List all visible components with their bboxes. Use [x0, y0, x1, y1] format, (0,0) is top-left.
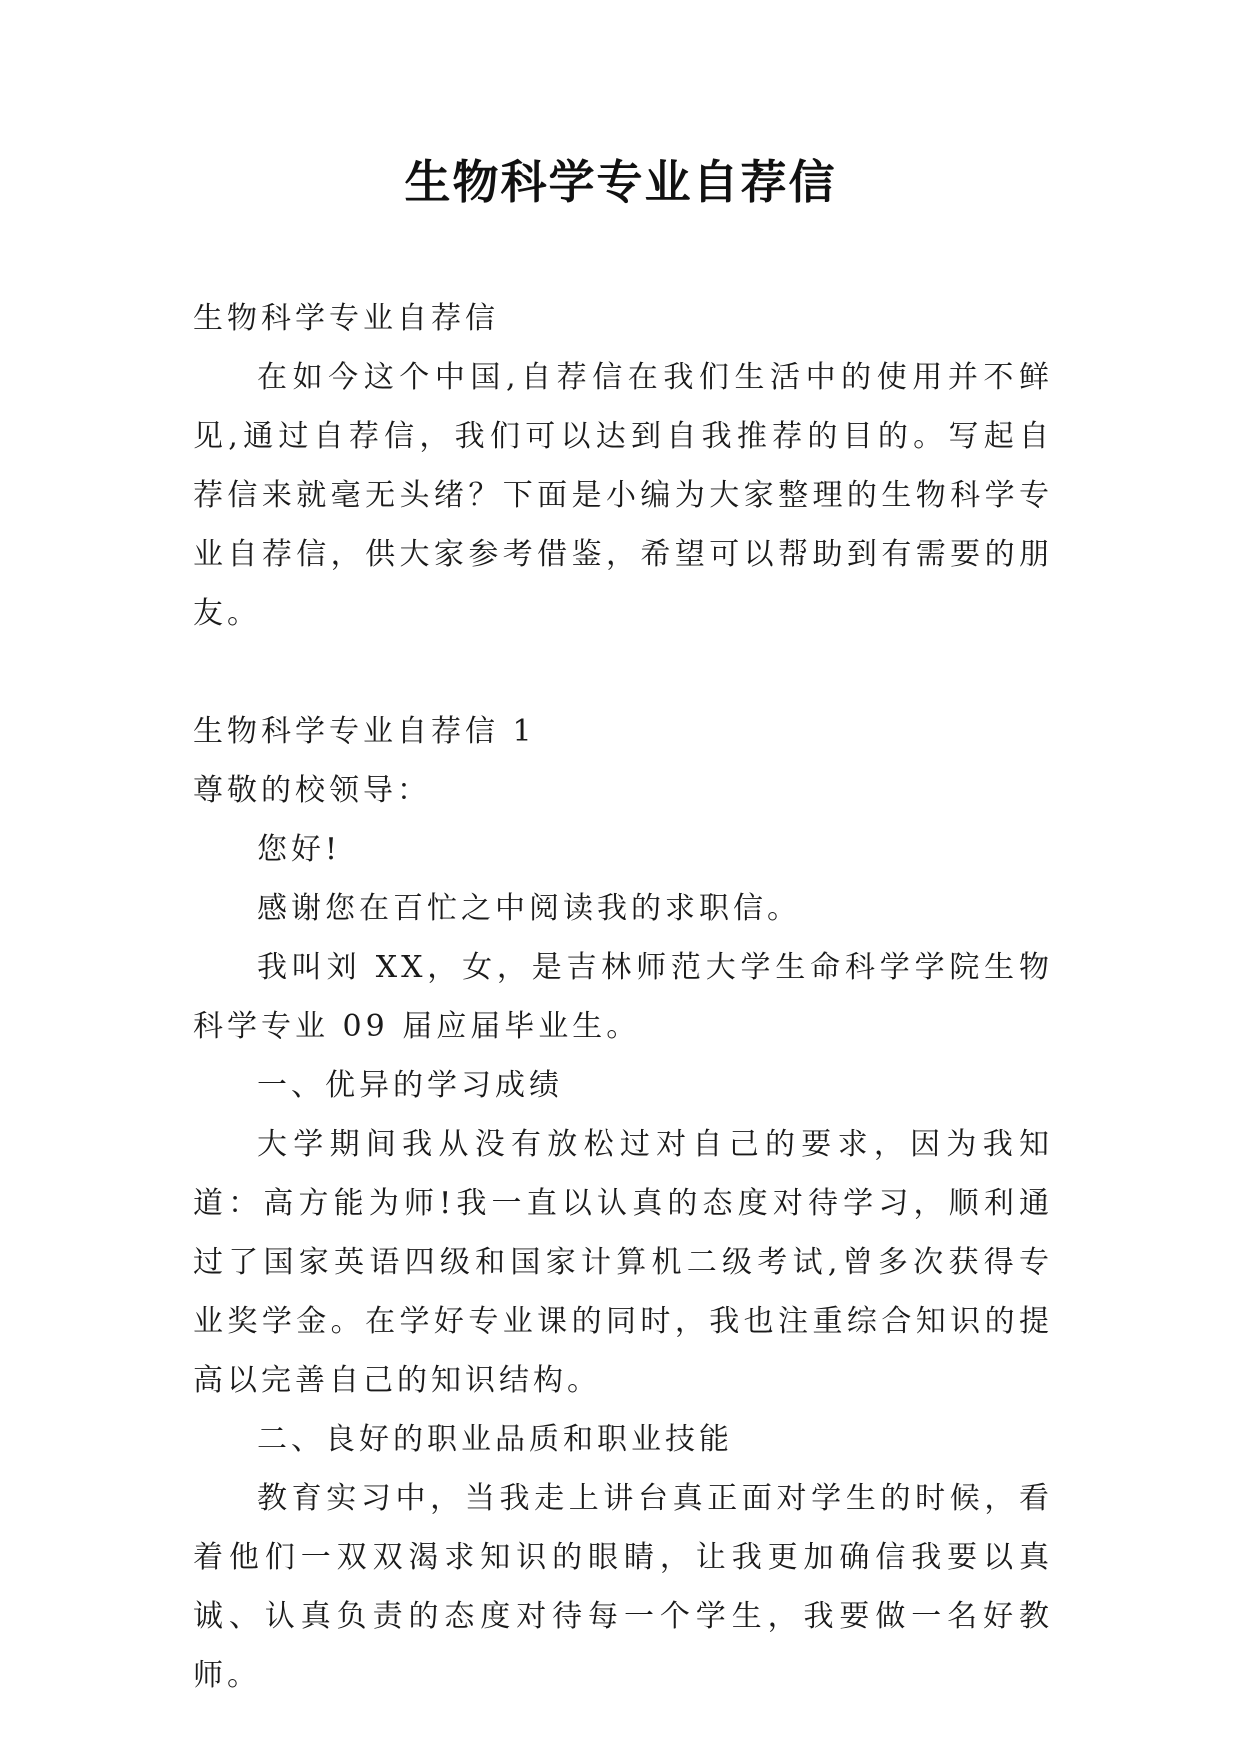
academics-paragraph: 大学期间我从没有放松过对自己的要求，因为我知道：高方能为师!我一直以认真的态度对待学习，顺利通过了国家英语四级和国家计算机二级考试,曾多次获得专业奖学金。在学好专业课的同时，我也注重综合知识的提高以完善自己的知识结构。 [193, 1127, 1053, 1398]
salutation: 尊敬的校领导： [193, 773, 431, 808]
greeting: 您好! [257, 832, 342, 867]
skills-paragraph: 教育实习中，当我走上讲台真正面对学生的时候，看着他们一双双渴求知识的眼睛，让我更加确信我要以真诚、认真负责的态度对待每一个学生，我要做一名好教师。 [193, 1481, 1053, 1693]
document-body [193, 289, 1053, 1705]
letter-heading: 生物科学专业自荐信 1 [193, 714, 536, 749]
paragraph-gap [193, 643, 1053, 702]
self-introduction-paragraph: 我叫刘 XX，女，是吉林师范大学生命科学学院生物科学专业 09 届应届毕业生。 [193, 950, 1053, 1044]
section-heading-skills: 二、良好的职业品质和职业技能 [257, 1422, 733, 1457]
subtitle-paragraph: 生物科学专业自荐信 [193, 301, 499, 336]
section-heading-academics: 一、优异的学习成绩 [257, 1068, 563, 1103]
document-title: 生物科学专业自荐信 [404, 155, 837, 209]
intro-paragraph: 在如今这个中国,自荐信在我们生活中的使用并不鲜见,通过自荐信，我们可以达到自我推荐的目的。写起自荐信来就毫无头绪？下面是小编为大家整理的生物科学专业自荐信，供大家参考借鉴，希望可以帮助到有需要的朋友。 [193, 360, 1053, 631]
thanks-paragraph: 感谢您在百忙之中阅读我的求职信。 [257, 891, 801, 926]
